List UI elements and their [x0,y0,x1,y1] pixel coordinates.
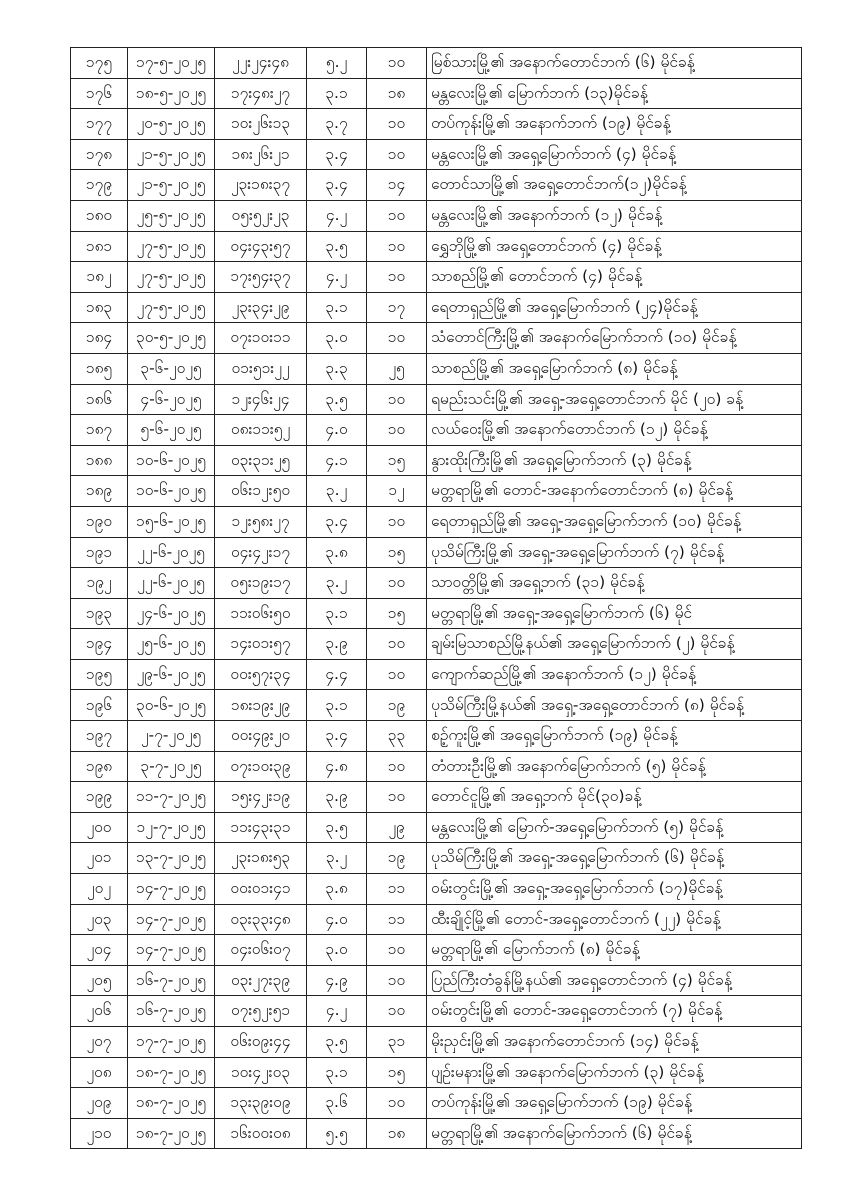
date-cell: ၂၅-၅-၂၀၂၅ [128,200,215,231]
date-cell: ၃၀-၆-၂၀၂၅ [128,690,215,721]
serial-number-cell: ၂၀၄ [71,935,128,966]
table-row [71,629,802,660]
table-row [71,782,802,813]
depth-cell: ၁၀ [367,231,427,262]
table-row [71,1027,802,1058]
time-cell: ၁၇း၄၈း၂၇ [215,78,307,109]
date-cell: ၂၉-၆-၂၀၂၅ [128,659,215,690]
time-cell: ၂၃း၁၈း၃၇ [215,170,307,201]
location-cell: ရမည်းသင်းမြို့၏ အရှေ့-အရှေ့တောင်ဘက် မိုင် (၂၀) ခန့် [427,384,802,415]
depth-cell: ၁၅ [367,598,427,629]
depth-cell: ၁၀ [367,262,427,293]
time-cell: ၀၇း၁၀း၃၉ [215,751,307,782]
date-cell: ၁၆-၇-၂၀၂၅ [128,996,215,1027]
serial-number-cell: ၁၈၇ [71,415,128,446]
depth-cell: ၂၉ [367,812,427,843]
location-cell: ပုသိမ်ကြီးမြို့နယ်၏ အရှေ့-အရှေ့တောင်ဘက် (၈) မိုင်ခန့် [427,690,802,721]
time-cell: ၀၀း၄၉း၂၀ [215,721,307,752]
time-cell: ၀၇း၅၂း၅၁ [215,996,307,1027]
date-cell: ၂၄-၆-၂၀၂၅ [128,598,215,629]
location-cell: ရေတာရှည်မြို့၏ အရှေ့မြောက်ဘက် (၂၄)မိုင်ခန့် [427,292,802,323]
serial-number-cell: ၁၉၁ [71,537,128,568]
table-row [71,690,802,721]
serial-number-cell: ၂၀၂ [71,874,128,905]
location-cell: မန္တလေးမြို့၏ မြောက်-အရှေ့မြောက်ဘက် (၅) မိုင်ခန့် [427,812,802,843]
table-row [71,262,802,293]
location-cell: မန္တလေးမြို့၏ အနောက်ဘက် (၁၂) မိုင်ခန့် [427,200,802,231]
table-row [71,659,802,690]
magnitude-cell: ၃.၂ [307,568,367,599]
magnitude-cell: ၄.၄ [307,659,367,690]
serial-number-cell: ၁၉၂ [71,568,128,599]
location-cell: ပုသိမ်ကြီးမြို့၏ အရှေ့-အရှေ့မြောက်ဘက် (၆) မိုင်ခန့် [427,843,802,874]
date-cell: ၁၈-၅-၂၀၂၅ [128,78,215,109]
time-cell: ၀၄း၄၂း၁၇ [215,537,307,568]
date-cell: ၂၇-၅-၂၀၂၅ [128,231,215,262]
time-cell: ၂၃း၁၈း၅၃ [215,843,307,874]
date-cell: ၁၂-၇-၂၀၂၅ [128,812,215,843]
depth-cell: ၁၀ [367,965,427,996]
time-cell: ၀၄း၄၃း၅၇ [215,231,307,262]
location-cell: ထီးချိုင့်မြို့၏ တောင်-အရှေ့တောင်ဘက် (၂၂) မိုင်ခန့် [427,904,802,935]
depth-cell: ၁၀ [367,323,427,354]
table-row [71,200,802,231]
serial-number-cell: ၂၀၁ [71,843,128,874]
serial-number-cell: ၁၉၄ [71,629,128,660]
serial-number-cell: ၂၀၆ [71,996,128,1027]
serial-number-cell: ၁၈၅ [71,353,128,384]
location-cell: သာစည်မြို့၏ တောင်ဘက် (၄) မိုင်ခန့် [427,262,802,293]
serial-number-cell: ၁၇၇ [71,109,128,140]
location-cell: သံတောင်ကြီးမြို့၏ အနောက်မြောက်ဘက် (၁၀) မိုင်ခန့် [427,323,802,354]
table-row [71,506,802,537]
magnitude-cell: ၃.၅ [307,812,367,843]
time-cell: ၀၈း၁၁း၅၂ [215,415,307,446]
time-cell: ၀၆း၁၂း၅၀ [215,476,307,507]
table-row [71,109,802,140]
table-body [71,48,802,1149]
magnitude-cell: ၃.၄ [307,721,367,752]
time-cell: ၁၅း၄၂း၁၉ [215,782,307,813]
magnitude-cell: ၃.၇ [307,109,367,140]
serial-number-cell: ၂၀၅ [71,965,128,996]
serial-number-cell: ၁၉၈ [71,751,128,782]
magnitude-cell: ၃.၃ [307,353,367,384]
magnitude-cell: ၃.၈ [307,537,367,568]
table-row [71,904,802,935]
depth-cell: ၁၉ [367,690,427,721]
date-cell: ၁၅-၆-၂၀၂၅ [128,506,215,537]
time-cell: ၀၆း၀၉း၄၄ [215,1027,307,1058]
depth-cell: ၃၁ [367,1027,427,1058]
depth-cell: ၁၄ [367,170,427,201]
depth-cell: ၁၀ [367,415,427,446]
depth-cell: ၁၀ [367,751,427,782]
table-row [71,965,802,996]
time-cell: ၀၀း၀၁း၄၁ [215,874,307,905]
time-cell: ၀၀း၅၇း၃၄ [215,659,307,690]
depth-cell: ၁၈ [367,1118,427,1149]
magnitude-cell: ၃.၁ [307,598,367,629]
serial-number-cell: ၁၉၉ [71,782,128,813]
location-cell: သာစည်မြို့၏ အရှေ့မြောက်ဘက် (၈) မိုင်ခန့် [427,353,802,384]
date-cell: ၁၈-၇-၂၀၂၅ [128,1118,215,1149]
location-cell: တပ်ကုန်းမြို့၏ အရှေ့မြောက်ဘက် (၁၉) မိုင်ခန့် [427,1088,802,1119]
magnitude-cell: ၃.၂ [307,476,367,507]
serial-number-cell: ၁၉၀ [71,506,128,537]
depth-cell: ၁၅ [367,1057,427,1088]
magnitude-cell: ၄.၉ [307,965,367,996]
location-cell: ရွှေဘိုမြို့၏ အရှေ့တောင်ဘက် (၄) မိုင်ခန့် [427,231,802,262]
table-row [71,935,802,966]
serial-number-cell: ၁၈၄ [71,323,128,354]
date-cell: ၁၇-၅-၂၀၂၅ [128,48,215,79]
magnitude-cell: ၃.၀ [307,935,367,966]
date-cell: ၁၈-၇-၂၀၂၅ [128,1088,215,1119]
time-cell: ၀၁း၅၁း၂၂ [215,353,307,384]
table-row [71,812,802,843]
table-row [71,231,802,262]
date-cell: ၁၀-၆-၂၀၂၅ [128,445,215,476]
date-cell: ၁၀-၆-၂၀၂၅ [128,476,215,507]
serial-number-cell: ၁၈၃ [71,292,128,323]
magnitude-cell: ၃.၉ [307,782,367,813]
depth-cell: ၁၀ [367,782,427,813]
location-cell: ရေတာရှည်မြို့၏ အရှေ့-အရှေ့မြောက်ဘက် (၁၀) မိုင်ခန့် [427,506,802,537]
serial-number-cell: ၁၉၃ [71,598,128,629]
date-cell: ၁၄-၇-၂၀၂၅ [128,904,215,935]
document-page [70,47,801,1149]
date-cell: ၂၇-၅-၂၀၂၅ [128,292,215,323]
magnitude-cell: ၃.၄ [307,170,367,201]
depth-cell: ၃၃ [367,721,427,752]
magnitude-cell: ၃.၁ [307,78,367,109]
location-cell: ဝမ်းတွင်းမြို့၏ တောင်-အရှေ့တောင်ဘက် (၇) မိုင်ခန့် [427,996,802,1027]
table-row [71,170,802,201]
serial-number-cell: ၁၇၅ [71,48,128,79]
magnitude-cell: ၃.၄ [307,506,367,537]
magnitude-cell: ၄.၈ [307,751,367,782]
time-cell: ၀၄း၀၆း၀၇ [215,935,307,966]
serial-number-cell: ၁၉၅ [71,659,128,690]
serial-number-cell: ၂၀၉ [71,1088,128,1119]
table-row [71,78,802,109]
location-cell: မတ္တရာမြို့၏ မြောက်ဘက် (၈) မိုင်ခန့် [427,935,802,966]
serial-number-cell: ၁၇၉ [71,170,128,201]
magnitude-cell: ၄.၂ [307,200,367,231]
table-row [71,384,802,415]
location-cell: သာဝတ္တိမြို့၏ အရှေ့ဘက် (၃၁) မိုင်ခန့် [427,568,802,599]
depth-cell: ၁၅ [367,445,427,476]
magnitude-cell: ၃.၀ [307,323,367,354]
location-cell: မိုးညှင်းမြို့၏ အနောက်တောင်ဘက် (၁၄) မိုင်ခန့် [427,1027,802,1058]
location-cell: တံတားဦးမြို့၏ အနောက်မြောက်ဘက် (၅) မိုင်ခန့် [427,751,802,782]
magnitude-cell: ၄.၁ [307,445,367,476]
depth-cell: ၁၀ [367,200,427,231]
magnitude-cell: ၅.၂ [307,48,367,79]
date-cell: ၄-၆-၂၀၂၅ [128,384,215,415]
table-row [71,139,802,170]
date-cell: ၂၁-၅-၂၀၂၅ [128,170,215,201]
magnitude-cell: ၄.၀ [307,415,367,446]
location-cell: ဝမ်းတွင်းမြို့၏ အရှေ့-အရှေ့မြောက်ဘက် (၁၇)မိုင်ခန့် [427,874,802,905]
date-cell: ၁၇-၇-၂၀၂၅ [128,1027,215,1058]
time-cell: ၂၂း၂၄း၄၈ [215,48,307,79]
serial-number-cell: ၁၈၂ [71,262,128,293]
earthquake-table [70,47,802,1149]
location-cell: မတ္တရာမြို့၏ အနောက်မြောက်ဘက် (၆) မိုင်ခန့် [427,1118,802,1149]
date-cell: ၁၁-၇-၂၀၂၅ [128,782,215,813]
time-cell: ၀၇း၁၀း၁၁ [215,323,307,354]
date-cell: ၁၄-၇-၂၀၂၅ [128,874,215,905]
magnitude-cell: ၄.၂ [307,262,367,293]
time-cell: ၀၃း၃၃း၄၈ [215,904,307,935]
table-row [71,874,802,905]
table-row [71,323,802,354]
location-cell: တပ်ကုန်းမြို့၏ အနောက်ဘက် (၁၉) မိုင်ခန့် [427,109,802,140]
table-row [71,445,802,476]
table-row [71,598,802,629]
time-cell: ၁၀း၄၂း၀၃ [215,1057,307,1088]
serial-number-cell: ၁၈၈ [71,445,128,476]
depth-cell: ၂၅ [367,353,427,384]
table-row [71,1057,802,1088]
date-cell: ၁၄-၇-၂၀၂၅ [128,935,215,966]
location-cell: ပုသိမ်ကြီးမြို့၏ အရှေ့-အရှေ့မြောက်ဘက် (၇) မိုင်ခန့် [427,537,802,568]
magnitude-cell: ၃.၈ [307,874,367,905]
location-cell: ကျောက်ဆည်မြို့၏ အနောက်ဘက် (၁၂) မိုင်ခန့် [427,659,802,690]
table-row [71,721,802,752]
depth-cell: ၁၅ [367,537,427,568]
location-cell: ပြည်ကြီးတံခွန်မြို့နယ်၏ အရှေ့တောင်ဘက် (၄) မိုင်ခန့် [427,965,802,996]
location-cell: ချမ်းမြသာစည်မြို့နယ်၏ အရှေ့မြောက်ဘက် (၂) မိုင်ခန့် [427,629,802,660]
location-cell: နွားထိုးကြီးမြို့၏ အရှေ့မြောက်ဘက် (၃) မိုင်ခန့် [427,445,802,476]
date-cell: ၂၇-၅-၂၀၂၅ [128,262,215,293]
depth-cell: ၁၀ [367,139,427,170]
table-row [71,415,802,446]
location-cell: မန္တလေးမြို့၏ အရှေ့မြောက်ဘက် (၄) မိုင်ခန့် [427,139,802,170]
date-cell: ၃၀-၅-၂၀၂၅ [128,323,215,354]
serial-number-cell: ၁၉၇ [71,721,128,752]
date-cell: ၂-၇-၂၀၂၅ [128,721,215,752]
table-row [71,996,802,1027]
time-cell: ၁၈း၂၆း၂၁ [215,139,307,170]
magnitude-cell: ၃.၆ [307,1088,367,1119]
serial-number-cell: ၂၀၃ [71,904,128,935]
time-cell: ၁၂း၅၈း၂၇ [215,506,307,537]
date-cell: ၁၈-၇-၂၀၂၅ [128,1057,215,1088]
location-cell: စဥ့်ကူးမြို့၏ အရှေ့မြောက်ဘက် (၁၉) မိုင်ခန့် [427,721,802,752]
time-cell: ၁၇း၅၄း၃၇ [215,262,307,293]
depth-cell: ၁၀ [367,568,427,599]
serial-number-cell: ၁၇၈ [71,139,128,170]
depth-cell: ၁၀ [367,935,427,966]
table-row [71,751,802,782]
time-cell: ၁၃း၃၉း၀၉ [215,1088,307,1119]
location-cell: မန္တလေးမြို့၏ မြောက်ဘက် (၁၃)မိုင်ခန့် [427,78,802,109]
location-cell: ပျဉ်းမနားမြို့၏ အနောက်မြောက်ဘက် (၃) မိုင်ခန့် [427,1057,802,1088]
magnitude-cell: ၃.၁ [307,690,367,721]
serial-number-cell: ၁၇၆ [71,78,128,109]
table-row [71,537,802,568]
time-cell: ၁၆း၀၀း၀၈ [215,1118,307,1149]
table-row [71,476,802,507]
magnitude-cell: ၅.၅ [307,1118,367,1149]
date-cell: ၂၀-၅-၂၀၂၅ [128,109,215,140]
serial-number-cell: ၁၈၉ [71,476,128,507]
depth-cell: ၁၀ [367,996,427,1027]
depth-cell: ၁၁ [367,904,427,935]
table-row [71,843,802,874]
magnitude-cell: ၄.၂ [307,996,367,1027]
depth-cell: ၁၇ [367,292,427,323]
serial-number-cell: ၂၀၈ [71,1057,128,1088]
table-row [71,292,802,323]
depth-cell: ၁၀ [367,109,427,140]
serial-number-cell: ၁၈၀ [71,200,128,231]
time-cell: ၁၄း၀၁း၅၇ [215,629,307,660]
location-cell: မတ္တရာမြို့၏ အရှေ့-အရှေ့မြောက်ဘက် (၆) မိုင် [427,598,802,629]
magnitude-cell: ၃.၂ [307,843,367,874]
depth-cell: ၁၈ [367,78,427,109]
table-row [71,353,802,384]
location-cell: လယ်ဝေးမြို့၏ အနောက်တောင်ဘက် (၁၂) မိုင်ခန့် [427,415,802,446]
location-cell: မတ္တရာမြို့၏ တောင်-အနောက်တောင်ဘက် (၈) မိုင်ခန့် [427,476,802,507]
magnitude-cell: ၃.၉ [307,629,367,660]
table-row [71,568,802,599]
location-cell: မြစ်သားမြို့၏ အနောက်တောင်ဘက် (၆) မိုင်ခန့် [427,48,802,79]
serial-number-cell: ၁၈၆ [71,384,128,415]
depth-cell: ၁၂ [367,476,427,507]
depth-cell: ၁၀ [367,659,427,690]
serial-number-cell: ၂၀၇ [71,1027,128,1058]
depth-cell: ၁၀ [367,1088,427,1119]
date-cell: ၃-၇-၂၀၂၅ [128,751,215,782]
date-cell: ၂၂-၆-၂၀၂၅ [128,537,215,568]
serial-number-cell: ၁၉၆ [71,690,128,721]
table-row [71,48,802,79]
time-cell: ၂၃း၃၄း၂၉ [215,292,307,323]
table-row [71,1088,802,1119]
time-cell: ၁၂း၄၆း၂၄ [215,384,307,415]
magnitude-cell: ၃.၅ [307,384,367,415]
date-cell: ၁၆-၇-၂၀၂၅ [128,965,215,996]
serial-number-cell: ၂၁၀ [71,1118,128,1149]
serial-number-cell: ၁၈၁ [71,231,128,262]
time-cell: ၀၅း၅၂း၂၃ [215,200,307,231]
time-cell: ၁၁း၄၃း၃၁ [215,812,307,843]
depth-cell: ၁၉ [367,843,427,874]
depth-cell: ၁၀ [367,506,427,537]
serial-number-cell: ၂၀၀ [71,812,128,843]
date-cell: ၂၁-၅-၂၀၂၅ [128,139,215,170]
time-cell: ၀၅း၁၉း၁၇ [215,568,307,599]
table-row [71,1118,802,1149]
depth-cell: ၁၀ [367,384,427,415]
time-cell: ၀၃း၂၇း၃၉ [215,965,307,996]
magnitude-cell: ၃.၅ [307,1027,367,1058]
date-cell: ၅-၆-၂၀၂၅ [128,415,215,446]
depth-cell: ၁၁ [367,874,427,905]
magnitude-cell: ၃.၄ [307,139,367,170]
depth-cell: ၁၀ [367,48,427,79]
location-cell: တောင်ငူမြို့၏ အရှေ့ဘက် မိုင်(၃၀)ခန့် [427,782,802,813]
date-cell: ၃-၆-၂၀၂၅ [128,353,215,384]
date-cell: ၂၂-၆-၂၀၂၅ [128,568,215,599]
location-cell: တောင်သာမြို့၏ အရှေ့တောင်ဘက်(၁၂)မိုင်ခန့် [427,170,802,201]
time-cell: ၀၃း၃၁း၂၅ [215,445,307,476]
magnitude-cell: ၄.၀ [307,904,367,935]
magnitude-cell: ၃.၁ [307,1057,367,1088]
time-cell: ၁၀း၂၆း၁၃ [215,109,307,140]
date-cell: ၂၅-၆-၂၀၂၅ [128,629,215,660]
depth-cell: ၁၀ [367,629,427,660]
magnitude-cell: ၃.၁ [307,292,367,323]
date-cell: ၁၃-၇-၂၀၂၅ [128,843,215,874]
time-cell: ၁၈း၁၉း၂၉ [215,690,307,721]
time-cell: ၁၁း၀၆း၅၀ [215,598,307,629]
magnitude-cell: ၃.၅ [307,231,367,262]
